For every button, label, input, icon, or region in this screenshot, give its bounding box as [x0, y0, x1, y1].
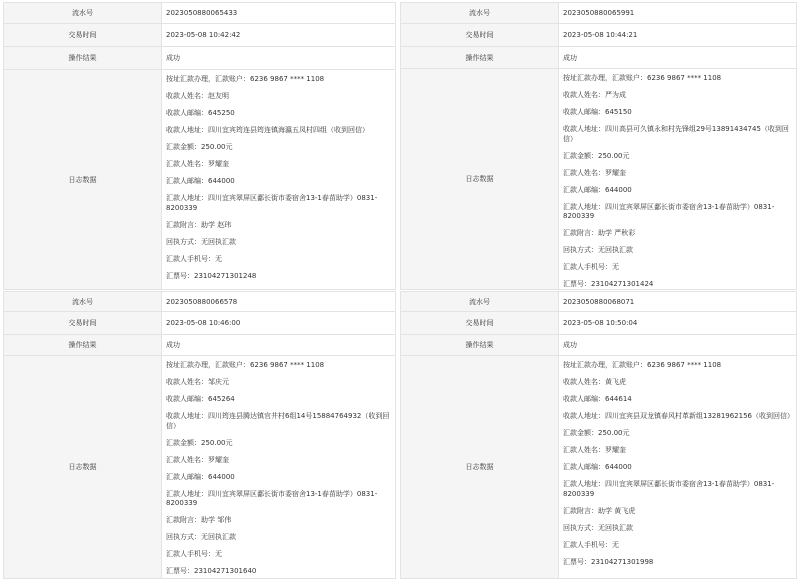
log-line: 收款人地址：四川筠连县腾达镇官井村6组14号15884764932（收到回信）	[166, 412, 390, 430]
log-label: 日志数据	[401, 356, 559, 578]
log-line: 汇款人地址：四川宜宾翠屏区鄱长街市委宿舍13-1春苗助学）0831-8200339	[563, 202, 775, 220]
log-line: 回执方式：无回执汇款	[166, 533, 236, 541]
log-line: 汇票号：23104271301998	[563, 557, 654, 566]
log-line: 汇款金额：250.00元	[166, 143, 233, 151]
time-label: 交易时间	[401, 24, 559, 46]
result-value: 成功	[563, 53, 577, 62]
serial-row	[401, 3, 796, 24]
log-line: 按址汇款办理，汇款账户：6236 9867 **** 1108	[166, 361, 325, 369]
log-line: 收款人地址：四川宜宾县双龙镇春风村革新组13281962156（收到回信）	[563, 412, 794, 420]
log-line: 汇款人手机号：无	[166, 550, 222, 558]
time-value: 2023-05-08 10:46:00	[166, 319, 241, 327]
time-row	[4, 24, 395, 47]
time-label: 交易时间	[401, 312, 559, 334]
time-value: 2023-05-08 10:42:42	[166, 31, 241, 39]
serial-label: 流水号	[4, 3, 162, 23]
log-line: 回执方式：无回执汇款	[563, 523, 633, 532]
result-value: 成功	[563, 341, 577, 349]
log-line: 汇款附言：助学 黄飞虎	[563, 506, 636, 515]
log-line: 汇款人地址：四川宜宾翠屏区鄱长街市委宿舍13-1春苗助学）0831-8200339	[166, 489, 378, 507]
result-row	[4, 47, 395, 70]
result-label: 操作结果	[401, 47, 559, 68]
log-line: 汇款人手机号：无	[166, 254, 222, 263]
serial-row	[4, 3, 395, 24]
log-line: 收款人姓名：赵友明	[166, 92, 229, 100]
result-row	[401, 47, 796, 69]
log-label: 日志数据	[401, 69, 559, 289]
log-line: 汇款人手机号：无	[563, 540, 619, 549]
time-label: 交易时间	[4, 24, 162, 46]
serial-label: 流水号	[401, 3, 559, 23]
log-line: 收款人邮编：645150	[563, 108, 632, 116]
log-line: 汇款人邮编：644000	[166, 472, 235, 481]
log-line: 按址汇款办理，汇款账户：6236 9867 **** 1108	[563, 74, 722, 82]
log-line: 汇款附言：助学 严秋彩	[563, 229, 636, 237]
log-line: 收款人邮编：644614	[563, 395, 632, 403]
log-row	[401, 69, 796, 289]
log-line: 汇款附言：助学 赵玮	[166, 220, 232, 229]
time-row	[4, 312, 395, 335]
serial-label: 流水号	[4, 292, 162, 311]
log-row	[4, 70, 395, 289]
result-value: 成功	[166, 341, 180, 349]
time-label: 交易时间	[4, 312, 162, 334]
log-content	[162, 70, 395, 289]
log-line: 汇票号：23104271301424	[563, 280, 654, 288]
log-line: 汇款人手机号：无	[563, 263, 619, 271]
record-card-2	[400, 2, 797, 290]
time-row	[401, 24, 796, 47]
log-line: 汇款人邮编：644000	[563, 463, 632, 471]
result-label: 操作结果	[4, 335, 162, 355]
log-line: 收款人地址：四川高县可久镇永和村先锋组29号13891434745（收到回信）	[563, 125, 789, 143]
result-value: 成功	[166, 54, 180, 62]
serial-row	[401, 292, 796, 312]
time-value: 2023-05-08 10:50:04	[563, 319, 638, 327]
log-line: 汇款人姓名：罗耀奎	[563, 168, 626, 177]
log-line: 汇款金额：250.00元	[563, 429, 630, 437]
log-line: 收款人地址：四川宜宾筠连县筠连镇海瀛五凤村四组（收到回信）	[166, 126, 369, 134]
log-line: 汇款金额：250.00元	[563, 151, 630, 160]
log-label: 日志数据	[4, 356, 162, 578]
result-row	[401, 335, 796, 356]
log-line: 汇款人姓名：罗耀奎	[166, 455, 229, 464]
result-label: 操作结果	[4, 47, 162, 69]
record-card-3	[3, 291, 396, 579]
serial-label: 流水号	[401, 292, 559, 311]
serial-value: 2023050880066578	[166, 297, 238, 306]
time-row	[401, 312, 796, 335]
log-line: 收款人姓名：黄飞虎	[563, 378, 626, 386]
log-line: 汇款人邮编：644000	[563, 185, 632, 194]
record-card-1	[3, 2, 396, 290]
log-content	[162, 356, 395, 578]
log-content	[559, 69, 796, 289]
serial-row	[4, 292, 395, 312]
log-line: 汇款人姓名：罗耀奎	[166, 160, 229, 168]
time-value: 2023-05-08 10:44:21	[563, 31, 638, 39]
log-line: 汇款人地址：四川宜宾翠屏区鄱长街市委宿舍13-1春苗助学）0831-8200339	[166, 194, 378, 212]
serial-value: 2023050880065991	[563, 9, 635, 17]
serial-value: 2023050880068071	[563, 297, 635, 306]
log-line: 按址汇款办理，汇款账户：6236 9867 **** 1108	[166, 75, 325, 83]
log-line: 收款人邮编：645250	[166, 109, 235, 117]
log-row	[401, 356, 796, 578]
log-line: 汇款人地址：四川宜宾翠屏区鄱长街市委宿舍13-1春苗助学）0831-8200339	[563, 480, 775, 498]
log-line: 按址汇款办理，汇款账户：6236 9867 **** 1108	[563, 361, 722, 369]
result-label: 操作结果	[401, 335, 559, 355]
log-line: 回执方式：无回执汇款	[166, 237, 236, 246]
log-row	[4, 356, 395, 578]
log-content	[559, 356, 796, 578]
log-line: 收款人姓名：严为成	[563, 91, 626, 99]
log-line: 汇款人姓名：罗耀奎	[563, 446, 626, 454]
log-line: 汇票号：23104271301248	[166, 271, 257, 280]
log-label: 日志数据	[4, 70, 162, 289]
log-line: 收款人姓名：邹庆元	[166, 378, 229, 386]
log-line: 汇款人邮编：644000	[166, 177, 235, 185]
log-line: 汇款金额：250.00元	[166, 438, 233, 447]
log-line: 汇票号：23104271301640	[166, 567, 257, 575]
log-line: 汇款附言：助学 邹伟	[166, 516, 232, 524]
log-line: 收款人邮编：645264	[166, 395, 235, 403]
serial-value: 2023050880065433	[166, 9, 238, 17]
record-card-4	[400, 291, 797, 579]
log-line: 回执方式：无回执汇款	[563, 246, 633, 254]
result-row	[4, 335, 395, 356]
